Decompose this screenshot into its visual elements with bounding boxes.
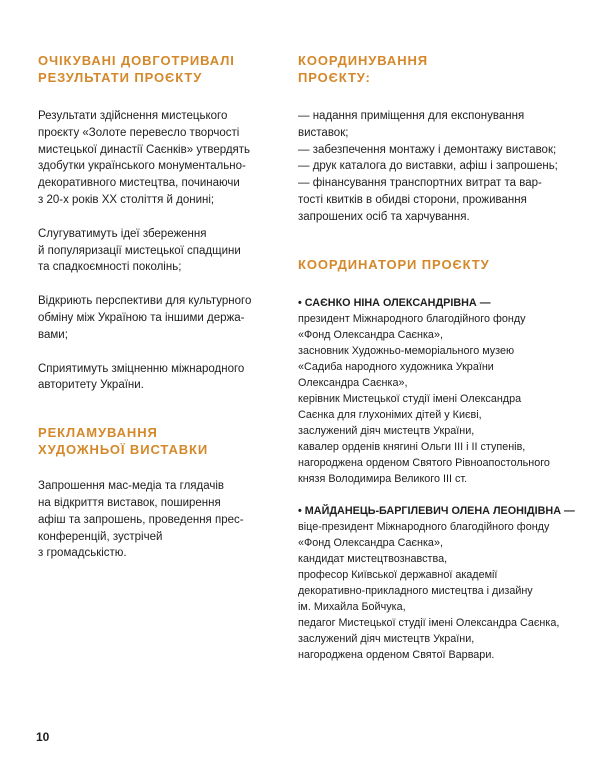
expected-results-heading: ОЧІКУВАНІ ДОВГОТРИВАЛІ РЕЗУЛЬТАТИ ПРОЄКТУ <box>38 53 235 85</box>
advertising-heading: РЕКЛАМУВАННЯ ХУДОЖНЬОЇ ВИСТАВКИ <box>38 425 209 458</box>
coordinator-name: • МАЙДАНЕЦЬ-БАРГІЛЕВИЧ ОЛЕНА ЛЕОНІДІВНА — <box>298 504 575 517</box>
coordinator-1: • САЄНКО НІНА ОЛЕКСАНДРІВНА — президент Міжнародного благодійного фонду «Фонд Олександра Саєнка», засновник Художньо-меморіального музею «Садиба народного художника України Олександра Саєнка», керівник Мистецької студії імені Олександра Саєнка для глухонімих дітей у Києві, заслужений діяч мистецтв України, кавалер орденів княгині Ольги ІІІ і ІІ ступенів, нагороджена орденом Святого Рівноапостольного князя Володимира Великого ІІІ ст. <box>298 295 570 487</box>
left-column <box>38 52 270 562</box>
expected-results-paragraph-1: Результати здійснення мистецького проєкту «Золоте перевесло творчості мистецької династії Саєнків» утвердять здобутки українського монументально- декоративного мистецтва, починаючи з 20-х років ХХ століття й донині; <box>38 110 251 206</box>
list-item: — фінансування транспортних витрат та вар- тості квитків в обидві сторони, проживання запрошених осіб та харчування. <box>298 177 542 223</box>
coordination-list <box>298 108 570 226</box>
coordination-heading: КООРДИНУВАННЯ ПРОЄКТУ: <box>298 53 429 85</box>
expected-results-paragraph-3: Відкриють перспективи для культурного обміну між Україною та іншими держа- вами; <box>38 295 252 341</box>
page-number: 10 <box>36 730 50 744</box>
list-item: — надання приміщення для експонування виставок; <box>298 110 525 139</box>
list-item: — друк каталога до виставки, афіш і запрошень; <box>298 160 558 173</box>
coordinators-heading: КООРДИНАТОРИ ПРОЄКТУ <box>298 256 490 272</box>
coordinator-name: • САЄНКО НІНА ОЛЕКСАНДРІВНА — <box>298 296 491 309</box>
expected-results-paragraph-2: Слугуватимуть ідеї збереження й популяризації мистецької спадщини та спадкоємності поколінь; <box>38 227 241 274</box>
advertising-paragraph: Запрошення мас-медіа та глядачів на відкриття виставок, поширення афіш та запрошень, проведення прес- конференцій, зустрічей з громадськістю. <box>38 480 244 560</box>
right-column <box>298 52 575 663</box>
list-item: — забезпечення монтажу і демонтажу виставок; <box>298 143 557 156</box>
coordinator-2: • МАЙДАНЕЦЬ-БАРГІЛЕВИЧ ОЛЕНА ЛЕОНІДІВНА — віце-президент Міжнародного благодійного фонду «Фонд Олександра Саєнка», кандидат мистецтвознавства, професор Київської державної академії декоративно-прикладного мистецтва і дизайну ім. Михайла Бойчука, педагог Мистецької студії імені Олександра Саєнка, заслужений діяч мистецтв України, нагороджена орденом Святої Варвари. <box>298 504 575 661</box>
expected-results-paragraph-4: Сприятимуть зміцненню міжнародного авторитету України. <box>38 362 245 392</box>
